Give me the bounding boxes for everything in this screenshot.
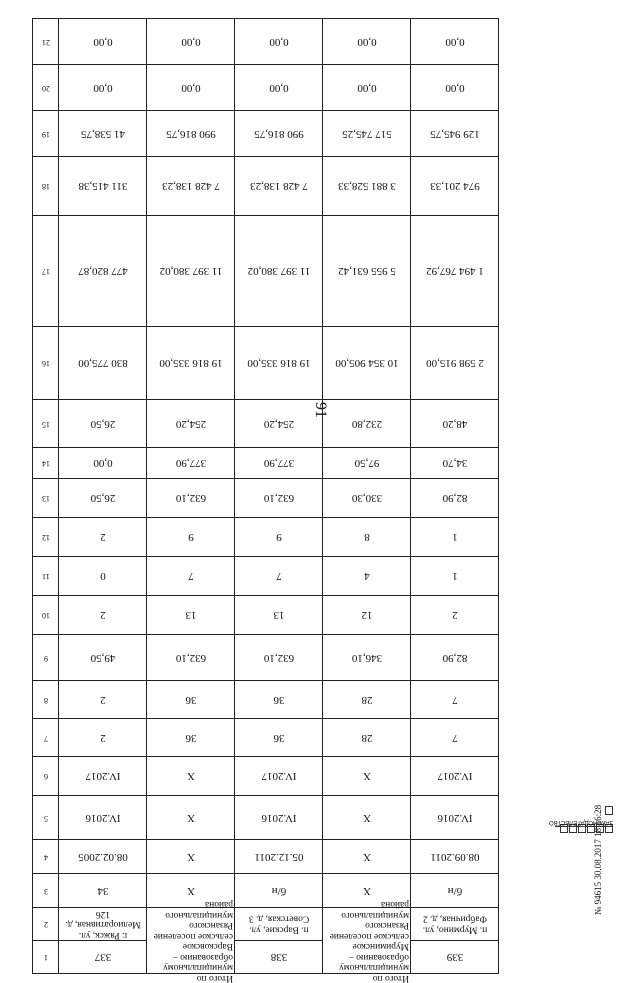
table-cell: [323, 216, 411, 327]
column-number-header: [33, 840, 59, 874]
table-cell-text: 4: [363, 570, 370, 582]
table-cell-text: 0,00: [356, 81, 377, 94]
table-cell-text: 2: [99, 693, 106, 706]
table-cell: [411, 19, 499, 65]
table-cell: [323, 479, 411, 518]
table-cell-text: 0,00: [444, 81, 465, 94]
table-cell-text: 0,00: [356, 35, 377, 48]
table-row: [33, 400, 499, 448]
table-cell: [323, 840, 411, 874]
table-row: [33, 635, 499, 681]
table-cell: [59, 557, 147, 596]
table-cell-text: 339: [446, 951, 463, 963]
table-cell-text: 0,00: [444, 35, 465, 48]
table-cell-text: 05.12.2011: [253, 850, 304, 863]
table-cell: [411, 448, 499, 479]
table-cell: [235, 65, 323, 111]
column-number-header-text: 8: [43, 695, 48, 705]
table-cell: [235, 400, 323, 448]
table-cell: [411, 635, 499, 681]
column-number-header-text: 16: [41, 359, 50, 368]
table-cell: [59, 635, 147, 681]
table-cell: [411, 719, 499, 757]
table-cell-text: 7: [187, 570, 194, 582]
table-cell-text: IV.2017: [261, 770, 296, 782]
table-cell-text: X: [186, 770, 195, 782]
table-cell-total-label-text: Итого по муниципальному образованию – Варсковское сельское поселение Рязанского муниципального района: [153, 899, 233, 983]
table-cell-text: 1 494 767,92: [425, 265, 484, 277]
table-cell: [235, 216, 323, 327]
table-cell-text: 0,00: [92, 81, 113, 94]
table-cell: [323, 448, 411, 479]
table-cell: [323, 596, 411, 635]
table-cell-text: 7: [451, 693, 458, 706]
column-number-header-text: 1: [43, 953, 48, 962]
table-cell: [235, 908, 323, 941]
table-row: [33, 840, 499, 874]
table-cell-text: б/н: [447, 884, 462, 897]
column-number-header: [33, 941, 59, 974]
table-cell: [235, 157, 323, 216]
table-cell: [323, 757, 411, 796]
table-cell: [59, 327, 147, 400]
table-cell-text: 5 955 631,42: [337, 265, 396, 277]
table-row: [33, 19, 499, 65]
table-cell: [147, 65, 235, 111]
table-cell-text: 36: [185, 731, 196, 744]
table-cell-text: 974 201,33: [429, 180, 480, 192]
column-number-header: [33, 557, 59, 596]
column-number-header: [33, 65, 59, 111]
table-cell-text: 338: [270, 951, 287, 963]
column-number-header: [33, 796, 59, 840]
column-number-header: [33, 327, 59, 400]
table-cell: [235, 448, 323, 479]
table-cell-text: г. Ряжск, ул. Мелиоративная, д. 126: [64, 908, 141, 940]
table-cell: [59, 518, 147, 557]
logo-text: ЗАКОНОДАТЕЛЬСТВО: [549, 819, 613, 825]
table-cell: [59, 681, 147, 719]
table-cell: [323, 635, 411, 681]
table-row: [33, 941, 499, 974]
column-number-header: [33, 757, 59, 796]
table-cell: [411, 557, 499, 596]
table-cell-text: 232,80: [351, 417, 382, 430]
table-cell: [147, 719, 235, 757]
table-cell-text: 08.09.2011: [429, 850, 480, 863]
table-cell-text: п. Мурмино, ул. Фабричная, д. 2: [422, 914, 487, 935]
table-cell-text: 632,10: [263, 651, 294, 664]
table-cell: [235, 111, 323, 157]
table-cell: [323, 19, 411, 65]
table-cell-text: 82,90: [442, 651, 467, 664]
table-cell: [235, 874, 323, 908]
table-cell: [323, 796, 411, 840]
table-cell-text: 34,70: [442, 457, 467, 469]
table-cell-text: 1: [451, 570, 458, 582]
table-cell: [235, 518, 323, 557]
table-cell: [59, 596, 147, 635]
table-cell: [235, 557, 323, 596]
table-cell: [411, 327, 499, 400]
table-cell-text: 7 428 138,23: [249, 180, 308, 192]
data-table-grid: [32, 18, 499, 983]
table-cell-text: X: [186, 811, 195, 824]
table-cell: [411, 796, 499, 840]
table-cell-text: 377,90: [175, 457, 206, 469]
column-number-header: [33, 19, 59, 65]
table-cell-text: 0,00: [268, 81, 289, 94]
column-number-header: [33, 518, 59, 557]
table-cell: [235, 479, 323, 518]
table-cell-text: 48,20: [442, 417, 467, 430]
table-cell: [323, 65, 411, 111]
table-row: [33, 681, 499, 719]
table-cell: [147, 796, 235, 840]
table-cell: [147, 448, 235, 479]
table-cell: [147, 479, 235, 518]
table-cell-text: 311 415,38: [77, 180, 128, 192]
table-cell: [411, 596, 499, 635]
table-cell: [235, 327, 323, 400]
table-cell: [147, 635, 235, 681]
column-number-header-text: 19: [41, 129, 50, 139]
table-cell: [411, 400, 499, 448]
table-cell-text: IV.2016: [437, 811, 472, 824]
table-cell-text: IV.2016: [85, 811, 120, 824]
table-cell-text: 3 881 528,33: [337, 180, 396, 192]
table-cell-total-label: [323, 899, 411, 983]
table-row: [33, 874, 499, 908]
table-row: [33, 111, 499, 157]
table-row: [33, 479, 499, 518]
table-cell-text: 254,20: [175, 417, 206, 430]
table-cell-text: 9: [275, 531, 282, 543]
table-cell-total-label: [147, 899, 235, 983]
table-cell: [147, 518, 235, 557]
table-cell-text: 10 354 905,00: [334, 357, 399, 369]
table-cell-text: 0,00: [92, 35, 113, 48]
column-number-header-text: 14: [41, 459, 50, 468]
table-row: [33, 327, 499, 400]
column-number-header-text: 12: [41, 533, 50, 542]
column-number-header: [33, 719, 59, 757]
table-cell-text: 49,50: [90, 651, 115, 664]
table-cell: [323, 681, 411, 719]
table-cell-text: 7 428 138,23: [161, 180, 220, 192]
table-cell-text: X: [362, 770, 371, 782]
table-cell-text: 41 538,75: [80, 127, 125, 140]
table-cell-text: 12: [361, 609, 372, 621]
table-row: [33, 157, 499, 216]
table-cell-text: 337: [94, 951, 111, 963]
table-cell: [59, 796, 147, 840]
table-cell: [147, 216, 235, 327]
table-cell: [147, 19, 235, 65]
table-cell: [59, 757, 147, 796]
table-cell-text: 36: [185, 693, 196, 706]
table-cell: [411, 757, 499, 796]
table-cell-text: 28: [361, 731, 372, 744]
table-cell: [59, 908, 147, 941]
table-cell: [147, 681, 235, 719]
table-cell-text: 11 397 380,02: [247, 265, 310, 277]
table-cell-text: 0,00: [268, 35, 289, 48]
table-row: [33, 518, 499, 557]
table-cell: [59, 19, 147, 65]
table-row: [33, 908, 499, 941]
table-cell-text: 36: [273, 731, 284, 744]
table-cell: [411, 941, 499, 974]
table-cell: [411, 111, 499, 157]
table-cell: [323, 557, 411, 596]
column-number-header: [33, 908, 59, 941]
table-row: [33, 557, 499, 596]
table-cell-text: IV.2017: [85, 770, 120, 782]
column-number-header-text: 11: [41, 572, 50, 581]
table-cell-text: 08.02.2005: [77, 850, 128, 863]
table-cell: [59, 65, 147, 111]
legal-database-logo: [549, 815, 613, 837]
table-cell: [59, 448, 147, 479]
table-cell-text: 34: [97, 884, 108, 897]
column-number-header-text: 4: [43, 852, 48, 862]
table-cell-text: 377,90: [263, 457, 294, 469]
table-row: [33, 796, 499, 840]
table-cell: [411, 216, 499, 327]
table-cell-text: 0: [99, 570, 106, 582]
table-cell: [59, 941, 147, 974]
table-cell-text: 477 820,87: [77, 265, 128, 277]
column-number-header-text: 15: [41, 419, 50, 429]
table-cell-text: 346,10: [351, 651, 382, 664]
table-cell-text: X: [186, 850, 195, 863]
table-cell: [235, 757, 323, 796]
column-number-header: [33, 681, 59, 719]
table-cell: [323, 400, 411, 448]
table-cell: [147, 111, 235, 157]
table-cell-text: 254,20: [263, 417, 294, 430]
table-cell: [235, 796, 323, 840]
data-table: [32, 18, 499, 983]
column-number-header-text: 20: [41, 83, 50, 93]
table-cell-text: IV.2017: [437, 770, 472, 782]
table-row: [33, 448, 499, 479]
column-number-header: [33, 596, 59, 635]
table-cell-text: 2: [99, 531, 106, 543]
table-cell: [411, 874, 499, 908]
table-cell-text: 632,10: [175, 492, 206, 504]
table-row: [33, 65, 499, 111]
table-row: [33, 757, 499, 796]
table-row: [33, 216, 499, 327]
table-cell-text: 632,10: [175, 651, 206, 664]
column-number-header-text: 18: [41, 182, 50, 191]
table-cell: [411, 908, 499, 941]
table-cell: [147, 840, 235, 874]
column-number-header: [33, 635, 59, 681]
column-number-header-text: 21: [41, 37, 50, 47]
table-cell-text: 517 745,25: [341, 127, 392, 140]
table-cell-text: б/н: [271, 884, 286, 897]
column-number-header-text: 13: [41, 494, 50, 503]
table-cell-total-label-text: Итого по муниципальному образованию – Муриминское сельское поселение Рязанского муниципального района: [329, 899, 409, 983]
table-cell-text: IV.2016: [261, 811, 296, 824]
table-cell: [235, 19, 323, 65]
column-number-header-text: 3: [43, 886, 48, 896]
table-cell-text: 830 775,00: [77, 357, 128, 369]
table-cell-text: 26,50: [90, 492, 115, 504]
table-cell: [323, 327, 411, 400]
table-cell-text: 7: [451, 731, 458, 744]
column-number-header-text: 2: [43, 920, 48, 929]
column-number-header: [33, 157, 59, 216]
table-cell: [147, 557, 235, 596]
column-number-header-text: 7: [43, 733, 48, 743]
table-cell-text: 990 816,75: [165, 127, 216, 140]
table-cell-text: 330,30: [351, 492, 382, 504]
column-number-header: [33, 111, 59, 157]
table-cell-text: 2: [99, 609, 106, 621]
table-cell-text: 990 816,75: [253, 127, 304, 140]
table-cell: [235, 840, 323, 874]
column-number-header: [33, 216, 59, 327]
table-cell: [411, 479, 499, 518]
column-number-header-text: 9: [43, 653, 48, 663]
table-cell-text: 82,90: [442, 492, 467, 504]
table-cell-text: 11 397 380,02: [159, 265, 222, 277]
column-number-header-text: 10: [41, 611, 50, 620]
table-cell-text: X: [186, 884, 195, 897]
table-cell: [235, 941, 323, 974]
column-number-header: [33, 874, 59, 908]
table-cell: [411, 518, 499, 557]
table-cell: [59, 216, 147, 327]
table-cell: [235, 596, 323, 635]
table-cell: [59, 400, 147, 448]
table-cell: [59, 479, 147, 518]
table-cell: [59, 111, 147, 157]
table-cell: [147, 327, 235, 400]
column-number-header: [33, 448, 59, 479]
column-number-header: [33, 400, 59, 448]
table-cell-text: 97,50: [354, 457, 379, 469]
document-stamp: № 94615 30.08.2017 18:16:28: [593, 804, 603, 916]
table-cell-text: 129 945,75: [429, 127, 480, 140]
column-number-header-text: 5: [43, 813, 48, 823]
table-row: [33, 596, 499, 635]
table-cell: [147, 757, 235, 796]
table-cell-text: 26,50: [90, 417, 115, 430]
table-cell-text: 13: [273, 609, 284, 621]
table-cell-text: 36: [273, 693, 284, 706]
table-cell: [411, 157, 499, 216]
table-cell: [323, 518, 411, 557]
table-cell-text: п. Варские, ул. Советская, д. 3: [248, 914, 309, 935]
table-cell: [411, 840, 499, 874]
table-cell-text: 13: [185, 609, 196, 621]
table-cell-text: 2: [451, 609, 458, 621]
table-cell-text: 632,10: [263, 492, 294, 504]
table-cell: [323, 157, 411, 216]
table-cell-text: 8: [363, 531, 370, 543]
table-cell: [235, 719, 323, 757]
table-cell-text: X: [362, 811, 371, 824]
table-cell: [147, 596, 235, 635]
table-cell-text: 2: [99, 731, 106, 744]
table-cell: [411, 681, 499, 719]
table-cell: [235, 681, 323, 719]
table-cell: [411, 65, 499, 111]
table-cell: [59, 874, 147, 908]
table-cell-text: 1: [451, 531, 458, 543]
column-number-header-text: 17: [41, 267, 50, 276]
column-number-header-text: 6: [43, 772, 48, 781]
table-cell: [323, 719, 411, 757]
table-cell-text: 0,00: [180, 35, 201, 48]
table-cell-text: X: [362, 884, 371, 897]
table-row: [33, 719, 499, 757]
table-cell-text: 7: [275, 570, 282, 582]
table-cell-text: 9: [187, 531, 194, 543]
table-cell: [59, 840, 147, 874]
table-cell: [235, 635, 323, 681]
table-cell: [323, 111, 411, 157]
table-cell: [59, 719, 147, 757]
table-cell: [147, 400, 235, 448]
table-cell-text: 2 598 915,00: [425, 357, 484, 369]
table-cell: [147, 157, 235, 216]
table-cell: [59, 157, 147, 216]
table-cell-text: 0,00: [92, 457, 113, 469]
table-cell-text: X: [362, 850, 371, 863]
table-cell-text: 28: [361, 693, 372, 706]
page-number: 91: [312, 402, 329, 418]
column-number-header: [33, 479, 59, 518]
table-cell-text: 0,00: [180, 81, 201, 94]
table-cell-text: 19 816 335,00: [158, 357, 223, 369]
table-cell-text: 19 816 335,00: [246, 357, 311, 369]
